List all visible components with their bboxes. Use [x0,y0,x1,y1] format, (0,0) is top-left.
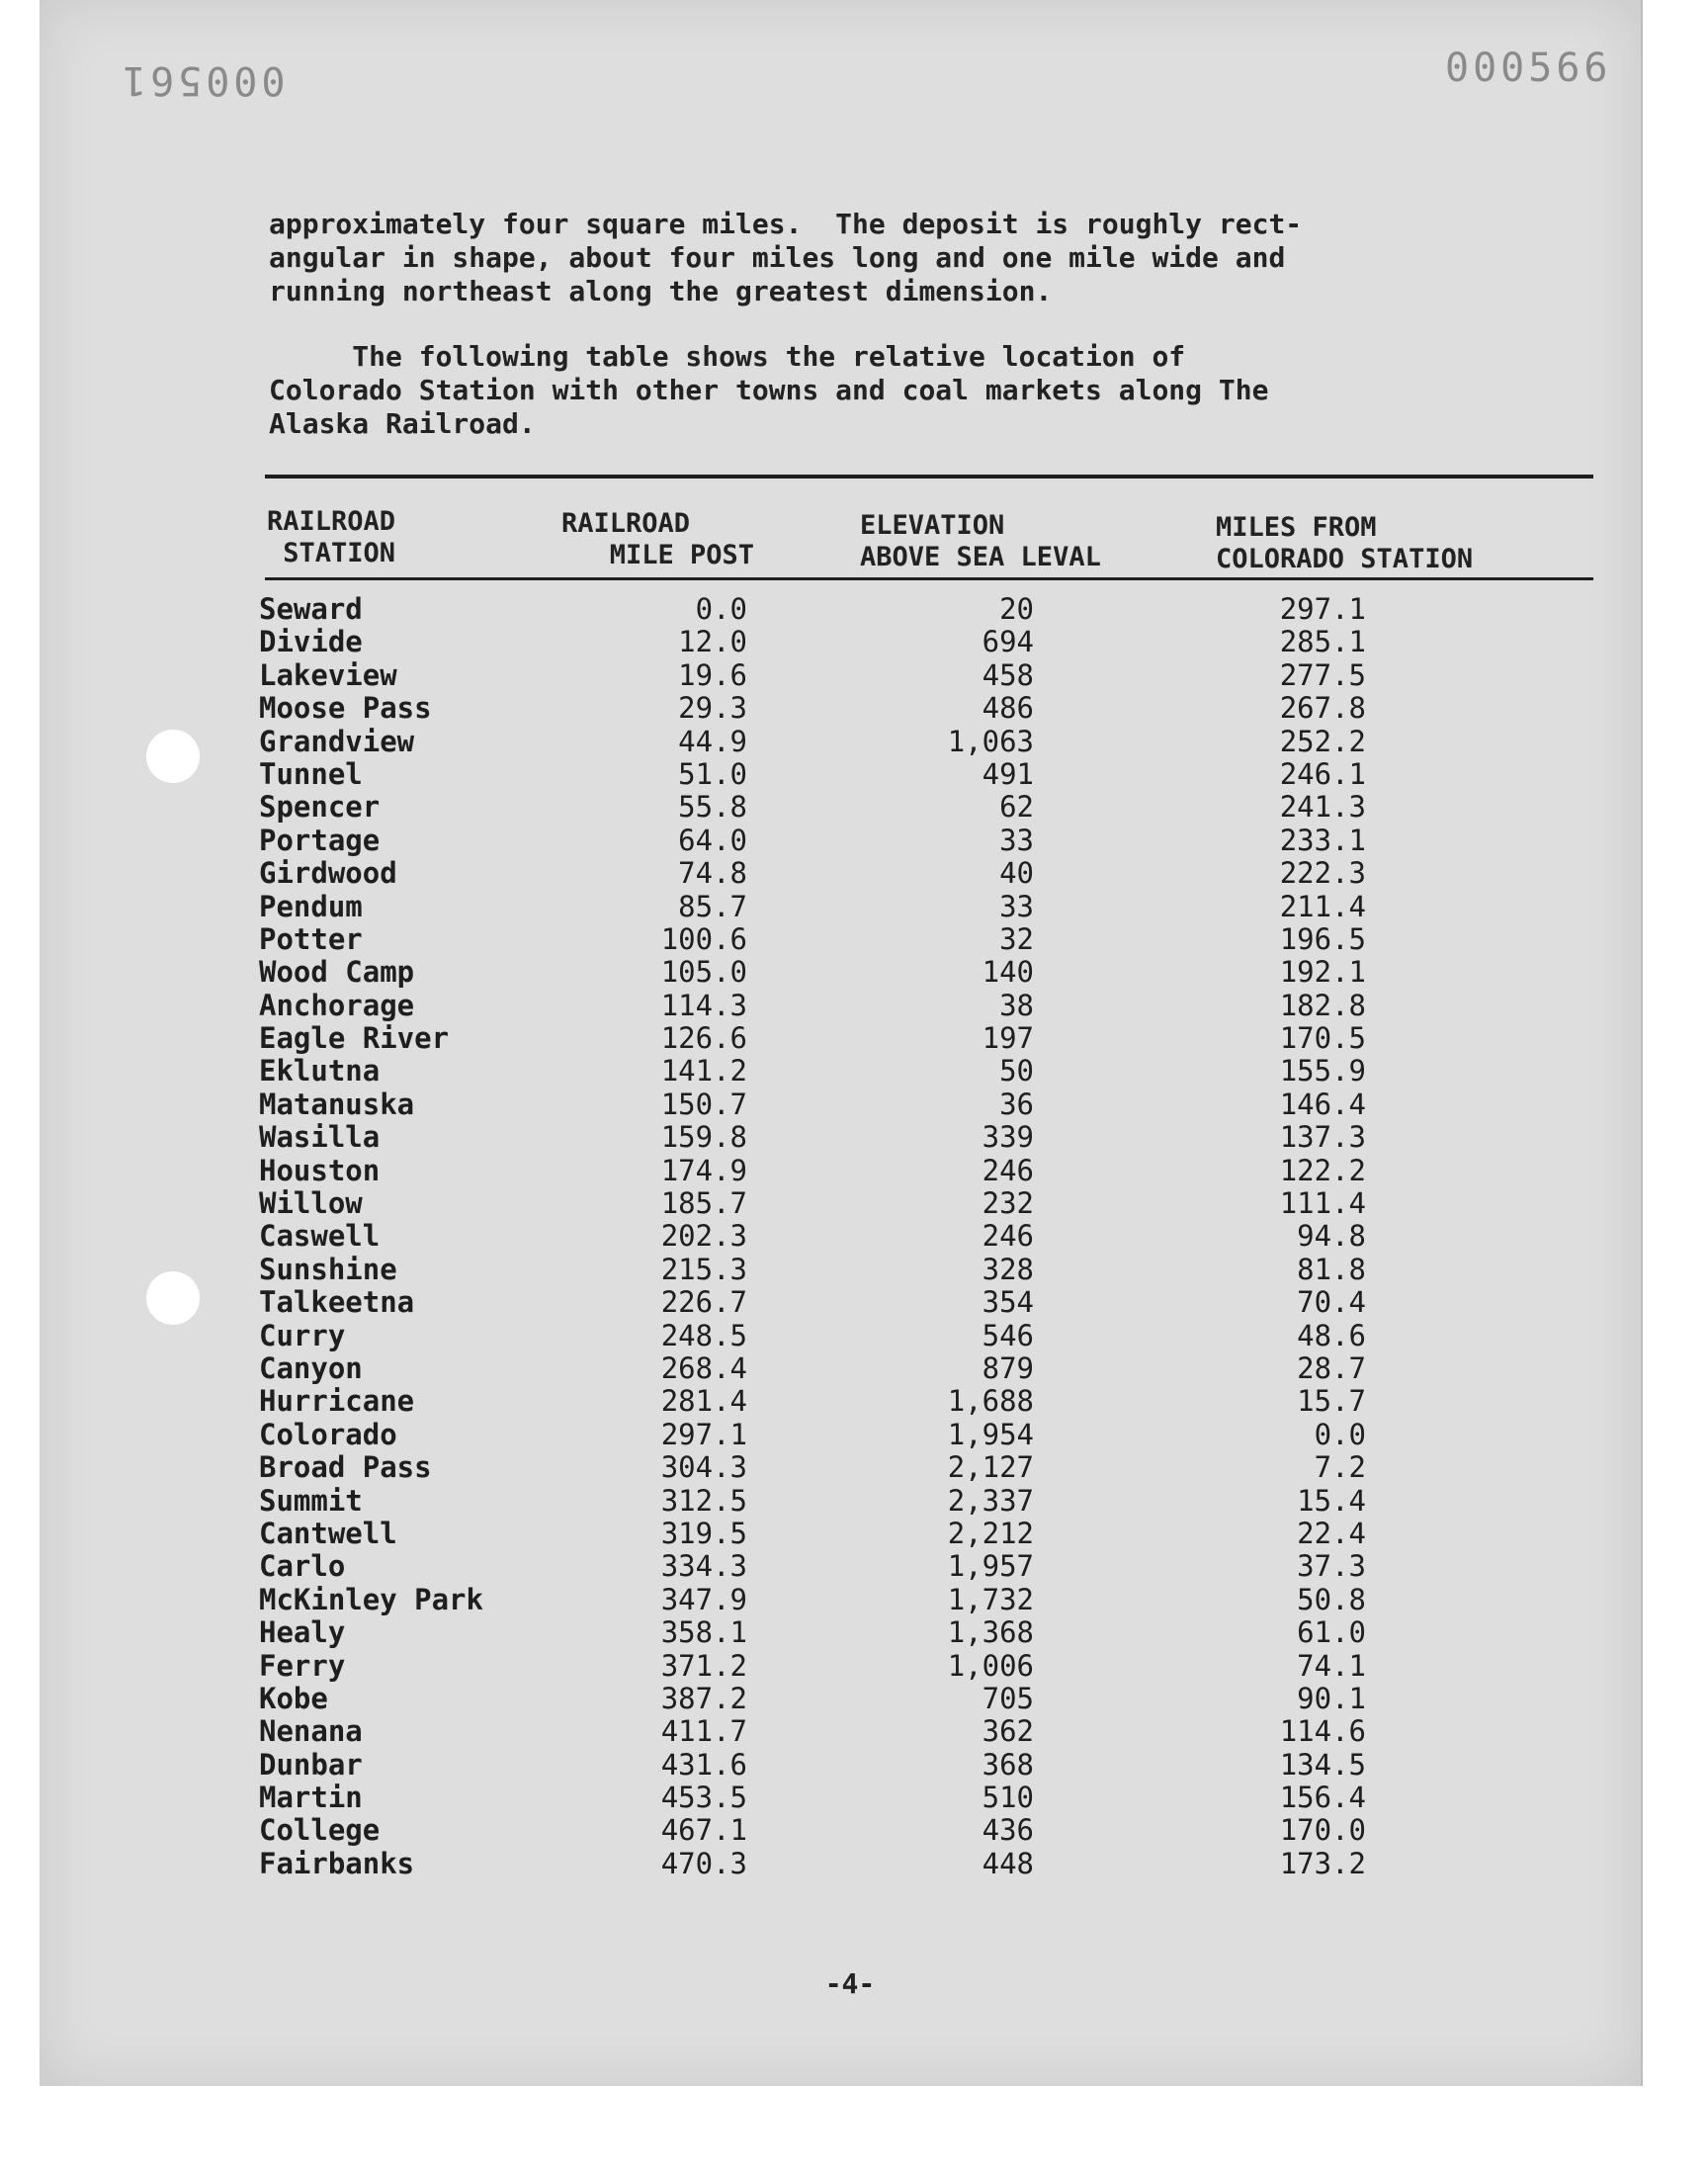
mile-post-cell: 358.1 [660,1615,747,1650]
station-name-cell: Divide [259,625,363,659]
miles-from-colorado-cell: 170.5 [1279,1021,1366,1056]
elevation-cell: 1,688 [947,1384,1034,1419]
mile-post-cell: 297.1 [660,1417,747,1451]
elevation-cell: 232 [982,1186,1034,1221]
table-row [40,1254,1641,1286]
station-name-cell: Sunshine [259,1252,397,1286]
station-name-cell: Carlo [259,1549,346,1584]
header-railroad-station: RAILROAD STATION [267,506,396,568]
elevation-cell: 33 [999,889,1034,923]
document-page [40,0,1641,2086]
station-name-cell: College [259,1813,381,1848]
elevation-cell: 368 [982,1747,1034,1782]
elevation-cell: 879 [982,1350,1034,1385]
station-name-cell: Tunnel [259,756,363,791]
station-name-cell: Colorado [259,1417,397,1451]
page-number: -4- [824,1967,876,2000]
mile-post-cell: 334.3 [660,1549,747,1584]
table-row [40,956,1641,989]
elevation-cell: 362 [982,1714,1034,1749]
mile-post-cell: 29.3 [678,691,747,726]
miles-from-colorado-cell: 28.7 [1297,1350,1366,1385]
table-header-rule [265,577,1593,580]
miles-from-colorado-cell: 246.1 [1279,756,1366,791]
miles-from-colorado-cell: 94.8 [1297,1219,1366,1254]
mile-post-cell: 467.1 [660,1813,747,1848]
elevation-cell: 62 [999,790,1034,825]
mile-post-cell: 371.2 [660,1648,747,1683]
elevation-cell: 339 [982,1120,1034,1155]
table-row [40,659,1641,692]
table-row [40,1187,1641,1220]
elevation-cell: 36 [999,1087,1034,1121]
mile-post-cell: 453.5 [660,1781,747,1815]
station-name-cell: Nenana [259,1714,363,1749]
elevation-cell: 1,954 [947,1417,1034,1451]
station-name-cell: Portage [259,823,381,857]
mile-post-cell: 304.3 [660,1450,747,1485]
station-name-cell: Wood Camp [259,955,415,990]
mile-post-cell: 126.6 [660,1021,747,1056]
miles-from-colorado-cell: 22.4 [1297,1516,1366,1550]
mile-post-cell: 74.8 [678,856,747,891]
station-name-cell: Talkeetna [259,1285,415,1320]
table-row [40,1385,1641,1418]
mile-post-cell: 411.7 [660,1714,747,1749]
station-name-cell: Summit [259,1483,363,1518]
miles-from-colorado-cell: 156.4 [1279,1781,1366,1815]
station-name-cell: Caswell [259,1219,381,1254]
page-stamp-right: 000566 [1445,45,1612,91]
elevation-cell: 458 [982,657,1034,692]
elevation-cell: 705 [982,1681,1034,1715]
table-row [40,1022,1641,1055]
miles-from-colorado-cell: 134.5 [1279,1747,1366,1782]
table-row [40,1518,1641,1550]
elevation-cell: 1,957 [947,1549,1034,1584]
miles-from-colorado-cell: 111.4 [1279,1186,1366,1221]
station-name-cell: Hurricane [259,1384,415,1419]
station-name-cell: Dunbar [259,1747,363,1782]
miles-from-colorado-cell: 173.2 [1279,1846,1366,1880]
miles-from-colorado-cell: 233.1 [1279,823,1366,857]
station-name-cell: Girdwood [259,856,397,891]
station-name-cell: Moose Pass [259,691,432,726]
miles-from-colorado-cell: 170.0 [1279,1813,1366,1848]
table-row [40,1121,1641,1154]
table-row [40,726,1641,758]
mile-post-cell: 347.9 [660,1582,747,1616]
elevation-cell: 40 [999,856,1034,891]
station-name-cell: Houston [259,1153,381,1187]
table-row [40,825,1641,857]
mile-post-cell: 185.7 [660,1186,747,1221]
miles-from-colorado-cell: 90.1 [1297,1681,1366,1715]
station-name-cell: Healy [259,1615,346,1650]
miles-from-colorado-cell: 81.8 [1297,1252,1366,1286]
mile-post-cell: 100.6 [660,921,747,956]
elevation-cell: 246 [982,1153,1034,1187]
table-row [40,857,1641,890]
elevation-cell: 1,006 [947,1648,1034,1683]
station-name-cell: Wasilla [259,1120,381,1155]
table-intro-paragraph: The following table shows the relative location of Colorado Station with other towns and coal markets along The Alaska Railroad. [269,340,1269,440]
table-top-rule [265,475,1593,478]
table-row [40,1848,1641,1880]
header-mile-post: RAILROAD MILE POST [561,508,755,570]
miles-from-colorado-cell: 15.4 [1297,1483,1366,1518]
table-row [40,1320,1641,1352]
mile-post-cell: 44.9 [678,724,747,758]
table-row [40,1550,1641,1583]
mile-post-cell: 226.7 [660,1285,747,1320]
mile-post-cell: 114.3 [660,988,747,1022]
mile-post-cell: 19.6 [678,657,747,692]
elevation-cell: 197 [982,1021,1034,1056]
table-row [40,1055,1641,1088]
mile-post-cell: 12.0 [678,625,747,659]
station-name-cell: Cantwell [259,1516,397,1550]
mile-post-cell: 85.7 [678,889,747,923]
mile-post-cell: 248.5 [660,1318,747,1352]
miles-from-colorado-cell: 146.4 [1279,1087,1366,1121]
station-name-cell: Eklutna [259,1054,381,1088]
elevation-cell: 448 [982,1846,1034,1880]
elevation-cell: 694 [982,625,1034,659]
table-row [40,1485,1641,1518]
station-name-cell: Lakeview [259,657,397,692]
station-name-cell: Potter [259,921,363,956]
mile-post-cell: 51.0 [678,756,747,791]
elevation-cell: 2,212 [947,1516,1034,1550]
mile-post-cell: 215.3 [660,1252,747,1286]
table-row [40,1715,1641,1748]
mile-post-cell: 202.3 [660,1219,747,1254]
elevation-cell: 32 [999,921,1034,956]
elevation-cell: 140 [982,955,1034,990]
elevation-cell: 2,127 [947,1450,1034,1485]
mile-post-cell: 141.2 [660,1054,747,1088]
miles-from-colorado-cell: 192.1 [1279,955,1366,990]
station-name-cell: Canyon [259,1350,363,1385]
table-row [40,692,1641,725]
elevation-cell: 328 [982,1252,1034,1286]
header-miles-from-colorado: MILES FROM COLORADO STATION [1216,512,1474,574]
miles-from-colorado-cell: 196.5 [1279,921,1366,956]
mile-post-cell: 55.8 [678,790,747,825]
table-row [40,1155,1641,1187]
mile-post-cell: 312.5 [660,1483,747,1518]
table-row [40,923,1641,956]
elevation-cell: 436 [982,1813,1034,1848]
elevation-cell: 33 [999,823,1034,857]
table-row [40,758,1641,791]
miles-from-colorado-cell: 0.0 [1314,1417,1366,1451]
miles-from-colorado-cell: 7.2 [1314,1450,1366,1485]
miles-from-colorado-cell: 137.3 [1279,1120,1366,1155]
miles-from-colorado-cell: 252.2 [1279,724,1366,758]
station-name-cell: Fairbanks [259,1846,415,1880]
table-row [40,1584,1641,1616]
mile-post-cell: 64.0 [678,823,747,857]
table-row [40,1419,1641,1451]
elevation-cell: 20 [999,592,1034,626]
station-name-cell: Martin [259,1781,363,1815]
elevation-cell: 491 [982,756,1034,791]
miles-from-colorado-cell: 222.3 [1279,856,1366,891]
station-name-cell: Curry [259,1318,346,1352]
table-row [40,626,1641,658]
miles-from-colorado-cell: 70.4 [1297,1285,1366,1320]
page-edge [1641,0,1643,2086]
elevation-cell: 486 [982,691,1034,726]
station-name-cell: Matanuska [259,1087,415,1121]
station-name-cell: Pendum [259,889,363,923]
elevation-cell: 354 [982,1285,1034,1320]
table-row [40,593,1641,626]
station-name-cell: Willow [259,1186,363,1221]
elevation-cell: 38 [999,988,1034,1022]
miles-from-colorado-cell: 297.1 [1279,592,1366,626]
miles-from-colorado-cell: 182.8 [1279,988,1366,1022]
table-row [40,1616,1641,1649]
station-name-cell: Broad Pass [259,1450,432,1485]
station-table-body [40,593,1641,1880]
header-elevation: ELEVATION ABOVE SEA LEVAL [860,510,1101,572]
mile-post-cell: 281.4 [660,1384,747,1419]
table-row [40,1683,1641,1715]
elevation-cell: 510 [982,1781,1034,1815]
station-name-cell: Grandview [259,724,415,758]
table-row [40,1220,1641,1253]
station-name-cell: Ferry [259,1648,346,1683]
table-row [40,1782,1641,1814]
table-row [40,1814,1641,1847]
miles-from-colorado-cell: 61.0 [1297,1615,1366,1650]
elevation-cell: 1,063 [947,724,1034,758]
table-row [40,1352,1641,1385]
table-row [40,1451,1641,1484]
elevation-cell: 1,732 [947,1582,1034,1616]
mile-post-cell: 431.6 [660,1747,747,1782]
table-row [40,1286,1641,1319]
elevation-cell: 2,337 [947,1483,1034,1518]
miles-from-colorado-cell: 37.3 [1297,1549,1366,1584]
miles-from-colorado-cell: 211.4 [1279,889,1366,923]
mile-post-cell: 174.9 [660,1153,747,1187]
intro-paragraph: approximately four square miles. The deposit is roughly rect- angular in shape, about four miles long and one mile wide and running northeast along the greatest dimension. [269,208,1303,307]
mile-post-cell: 319.5 [660,1516,747,1550]
miles-from-colorado-cell: 241.3 [1279,790,1366,825]
station-name-cell: Seward [259,592,363,626]
miles-from-colorado-cell: 50.8 [1297,1582,1366,1616]
table-row [40,891,1641,923]
miles-from-colorado-cell: 122.2 [1279,1153,1366,1187]
miles-from-colorado-cell: 277.5 [1279,657,1366,692]
mile-post-cell: 268.4 [660,1350,747,1385]
station-name-cell: Eagle River [259,1021,450,1056]
station-name-cell: Anchorage [259,988,415,1022]
table-row [40,1088,1641,1121]
mile-post-cell: 105.0 [660,955,747,990]
miles-from-colorado-cell: 74.1 [1297,1648,1366,1683]
mile-post-cell: 470.3 [660,1846,747,1880]
elevation-cell: 50 [999,1054,1034,1088]
table-row [40,1650,1641,1683]
station-name-cell: McKinley Park [259,1582,483,1616]
miles-from-colorado-cell: 285.1 [1279,625,1366,659]
miles-from-colorado-cell: 155.9 [1279,1054,1366,1088]
station-name-cell: Spencer [259,790,381,825]
miles-from-colorado-cell: 114.6 [1279,1714,1366,1749]
table-row [40,1749,1641,1782]
station-name-cell: Kobe [259,1681,328,1715]
miles-from-colorado-cell: 15.7 [1297,1384,1366,1419]
mile-post-cell: 0.0 [695,592,747,626]
page-stamp-left: 000561 [119,57,286,103]
table-row [40,791,1641,824]
table-row [40,990,1641,1022]
miles-from-colorado-cell: 48.6 [1297,1318,1366,1352]
elevation-cell: 1,368 [947,1615,1034,1650]
miles-from-colorado-cell: 267.8 [1279,691,1366,726]
elevation-cell: 546 [982,1318,1034,1352]
elevation-cell: 246 [982,1219,1034,1254]
mile-post-cell: 159.8 [660,1120,747,1155]
mile-post-cell: 150.7 [660,1087,747,1121]
mile-post-cell: 387.2 [660,1681,747,1715]
